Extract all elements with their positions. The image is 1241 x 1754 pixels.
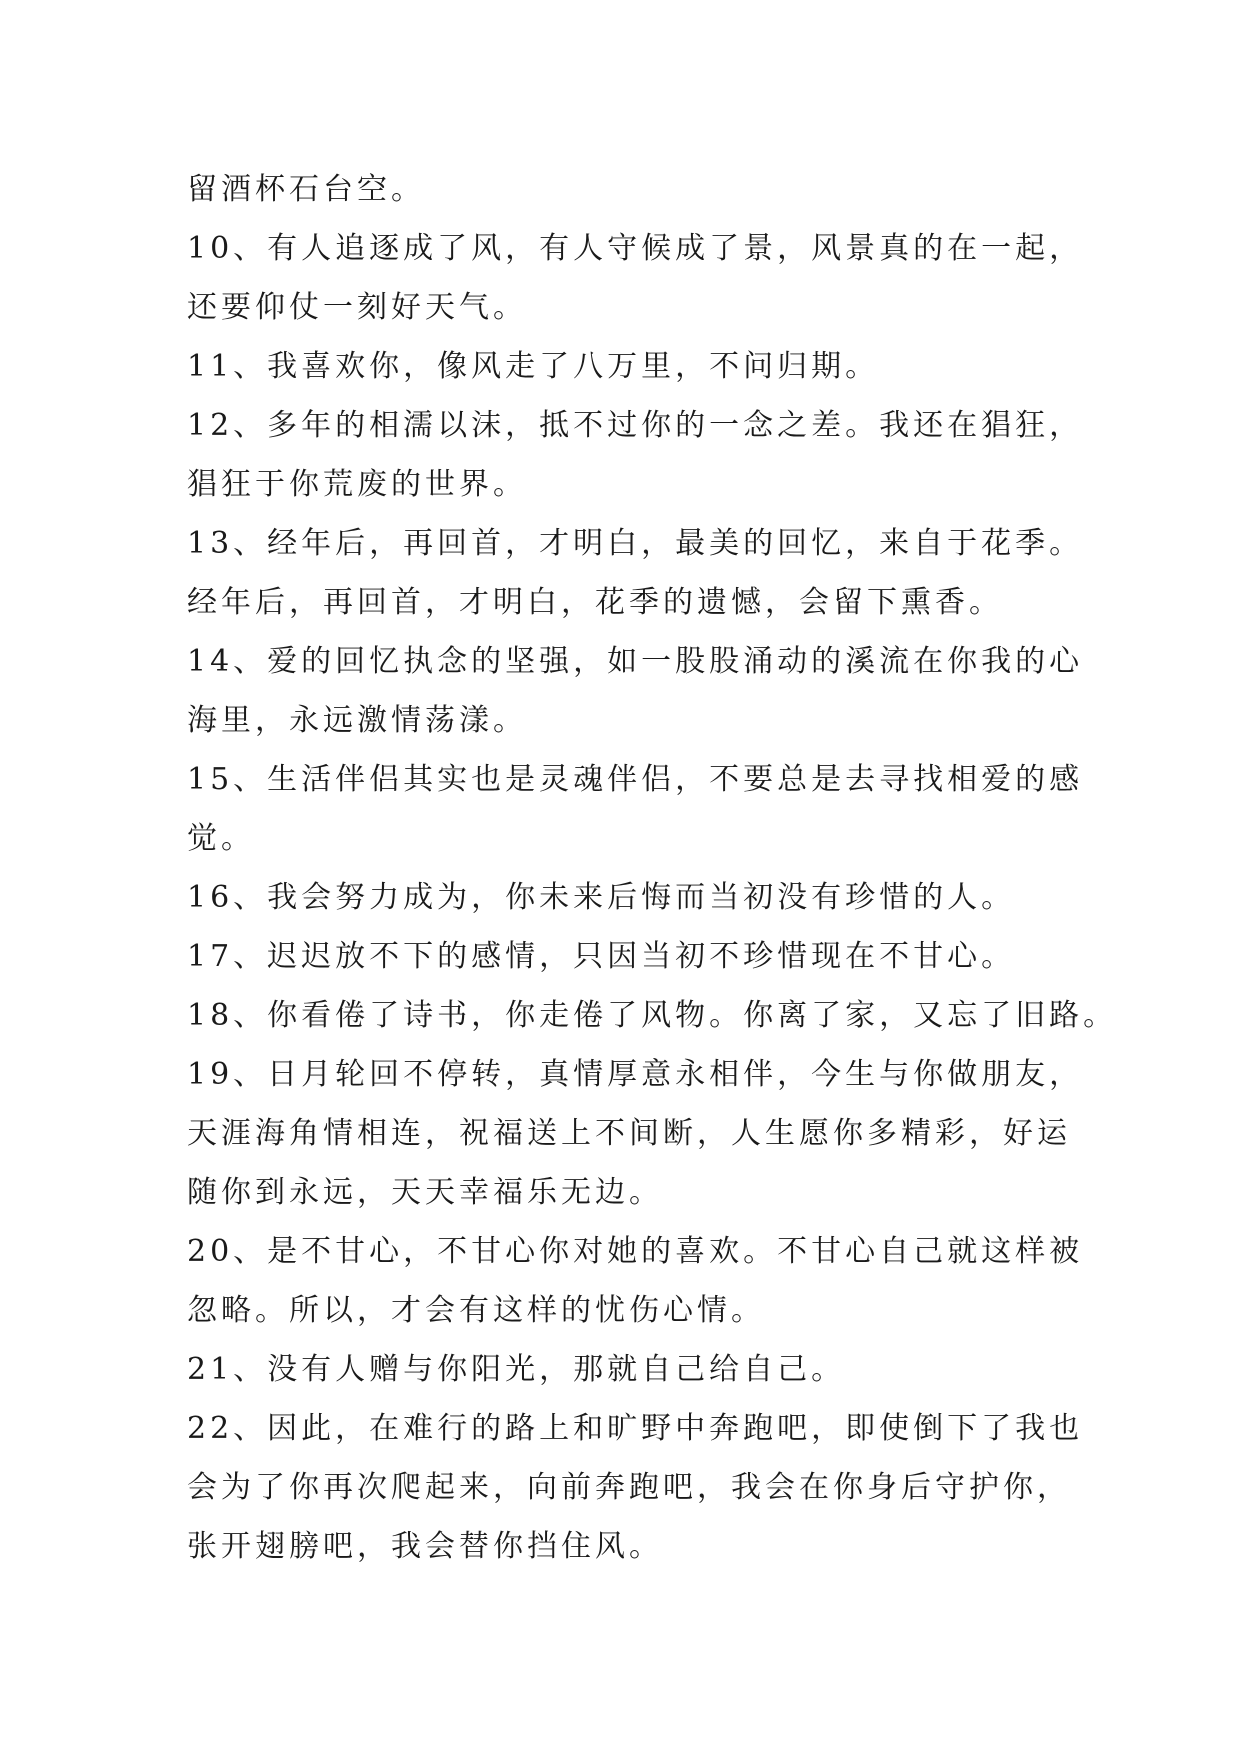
text-line: 经年后，再回首，才明白，花季的遗憾，会留下熏香。 (187, 585, 1003, 620)
text-line: 12、多年的相濡以沫，抵不过你的一念之差。我还在猖狂， (187, 408, 1084, 443)
text-line: 16、我会努力成为，你未来后悔而当初没有珍惜的人。 (187, 880, 1016, 915)
text-line: 20、是不甘心，不甘心你对她的喜欢。不甘心自己就这样被 (187, 1234, 1084, 1269)
text-line: 觉。 (187, 821, 255, 856)
text-line: 22、因此，在难行的路上和旷野中奔跑吧，即使倒下了我也 (187, 1411, 1084, 1446)
text-line: 张开翅膀吧，我会替你挡住风。 (187, 1529, 663, 1564)
text-line: 21、没有人赠与你阳光，那就自己给自己。 (187, 1352, 846, 1387)
text-line: 忽略。所以，才会有这样的忧伤心情。 (187, 1293, 765, 1328)
text-line: 15、生活伴侣其实也是灵魂伴侣，不要总是去寻找相爱的感 (187, 762, 1084, 797)
body-text (187, 160, 1118, 1576)
text-line: 18、你看倦了诗书，你走倦了风物。你离了家，又忘了旧路。 (187, 998, 1118, 1033)
text-line: 17、迟迟放不下的感情，只因当初不珍惜现在不甘心。 (187, 939, 1016, 974)
text-line: 14、爱的回忆执念的坚强，如一股股涌动的溪流在你我的心 (187, 644, 1084, 679)
text-line: 11、我喜欢你，像风走了八万里，不问归期。 (187, 349, 880, 384)
text-line: 会为了你再次爬起来，向前奔跑吧，我会在你身后守护你， (187, 1470, 1071, 1505)
text-line: 19、日月轮回不停转，真情厚意永相伴，今生与你做朋友， (187, 1057, 1084, 1092)
text-line: 随你到永远，天天幸福乐无边。 (187, 1175, 663, 1210)
text-line: 天涯海角情相连，祝福送上不间断，人生愿你多精彩，好运 (187, 1116, 1071, 1151)
text-line: 10、有人追逐成了风，有人守候成了景，风景真的在一起， (187, 231, 1084, 266)
text-line: 13、经年后，再回首，才明白，最美的回忆，来自于花季。 (187, 526, 1084, 561)
text-line: 还要仰仗一刻好天气。 (187, 290, 527, 325)
text-line: 海里，永远激情荡漾。 (187, 703, 527, 738)
text-line: 猖狂于你荒废的世界。 (187, 467, 527, 502)
text-line: 留酒杯石台空。 (187, 172, 425, 207)
